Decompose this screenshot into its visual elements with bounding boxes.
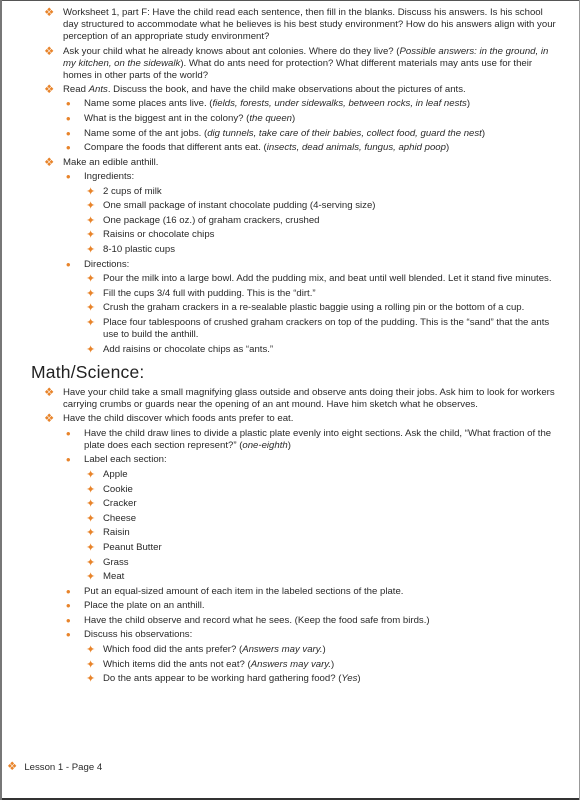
list-item-answer: fields, forests, under sidewalks, between rocks, in leaf nests [212, 98, 467, 110]
round-bullet-icon: • [66, 169, 71, 184]
four-point-star-bullet-icon: ✦ [86, 571, 96, 584]
list-item [0, 142, 580, 154]
list-item-text: Apple [103, 468, 128, 480]
four-point-star-bullet-icon: ✦ [86, 527, 96, 540]
list-item [0, 84, 580, 96]
list-item-text: Raisins or chocolate chips [103, 229, 215, 241]
round-bullet-icon: • [66, 627, 71, 643]
list-item-text: Meat [103, 571, 125, 583]
list-item [0, 527, 580, 539]
language-arts-activities [0, 7, 580, 356]
list-item-text: One package (16 oz.) of graham crackers, crushed [103, 214, 320, 226]
list-item-text: ) [292, 113, 296, 125]
list-item [0, 113, 580, 125]
four-point-star-bullet-icon: ✦ [86, 556, 96, 569]
four-point-star-bullet-icon: ✦ [86, 673, 96, 686]
list-item [0, 644, 580, 656]
list-item-answer: one-eighth [242, 439, 288, 451]
round-bullet-icon: • [66, 111, 71, 127]
list-item-text: ) [466, 98, 471, 110]
list-item [0, 288, 580, 300]
list-item-text: Put an equal-sized amount of each item in the labeled sections of the plate. [84, 585, 404, 597]
list-item-text: ). What do ants need for protection? What different materials may ants use for their homes in other parts of the world? [63, 57, 533, 82]
four-diamond-bullet-icon: ❖ [44, 156, 55, 169]
list-item-text: ) [322, 644, 326, 656]
list-item-text: Read [63, 84, 89, 96]
four-point-star-bullet-icon: ✦ [86, 541, 96, 554]
list-item-text: Have your child take a small magnifying glass outside and observe ants doing their jobs. Ask him to look for workers carrying crumbs or guards near the opening of an ant mound. Have him sketch what he observes. [63, 386, 555, 411]
four-point-star-bullet-icon: ✦ [86, 273, 96, 286]
list-item-text: Make an edible anthill. [63, 156, 159, 168]
list-item [0, 387, 580, 411]
list-item [0, 157, 580, 169]
list-item [0, 256, 580, 272]
round-bullet-icon: • [66, 256, 71, 272]
list-item [0, 98, 580, 110]
round-bullet-icon: • [66, 140, 71, 156]
round-bullet-icon: • [66, 125, 71, 141]
list-item [0, 673, 580, 685]
section-heading-math-science: Math/Science: [31, 361, 145, 382]
list-item-text: Have the child observe and record what he sees. (Keep the food safe from birds.) [84, 614, 430, 626]
list-item-text: Cookie [103, 483, 133, 495]
list-item [0, 542, 580, 554]
list-item [0, 171, 580, 183]
list-item [0, 413, 580, 425]
list-item-answer: Yes [341, 673, 358, 685]
four-point-star-bullet-icon: ✦ [86, 658, 96, 671]
four-diamond-bullet-icon: ❖ [44, 84, 55, 97]
four-point-star-bullet-icon: ✦ [86, 287, 96, 300]
list-item-text: Cheese [103, 512, 137, 524]
list-item-text: ) [357, 673, 361, 685]
list-item-text: Cracker [103, 498, 137, 510]
four-point-star-bullet-icon: ✦ [86, 316, 96, 329]
round-bullet-icon: • [66, 425, 71, 441]
list-item [0, 215, 580, 227]
list-item-text: Ask your child what he already knows about ant colonies. Where do they live? ( [63, 45, 400, 57]
list-item-text: Add raisins or chocolate chips as “ants.” [103, 343, 274, 355]
list-item-text: Fill the cups 3/4 full with pudding. This is the “dirt.” [103, 287, 316, 299]
list-item [0, 7, 580, 44]
list-item-text: ) [481, 127, 486, 139]
list-item-text: ) [445, 142, 450, 154]
list-item [0, 454, 580, 466]
list-item-text: Name some places ants live. ( [84, 98, 213, 110]
list-item-text: Have the child draw lines to divide a plastic plate evenly into eight sections. Ask the child, “What fraction of the plate does each section represent?” ( [84, 427, 552, 451]
round-bullet-icon: • [66, 612, 71, 628]
four-point-star-bullet-icon: ✦ [86, 498, 96, 511]
math-science-activities [0, 387, 580, 686]
four-point-star-bullet-icon: ✦ [86, 243, 96, 256]
list-item-text: Which food did the ants prefer? ( [103, 644, 243, 656]
four-diamond-bullet-icon: ❖ [44, 413, 55, 426]
list-item [0, 273, 580, 285]
list-item-text: Directions: [84, 258, 130, 270]
list-item-text: Ingredients: [84, 171, 135, 182]
list-item [0, 200, 580, 212]
list-item [0, 600, 580, 612]
list-item-text: What is the biggest ant in the colony? ( [84, 113, 250, 125]
list-item [0, 244, 580, 256]
four-point-star-bullet-icon: ✦ [86, 200, 96, 213]
list-item-answer: dig tunnels, take care of their babies, collect food, guard the nest [207, 127, 482, 139]
list-item-text: ) [331, 658, 335, 670]
round-bullet-icon: • [66, 583, 71, 599]
list-item [0, 125, 580, 141]
list-item-text: . Discuss the book, and have the child make observations about the pictures of ants. [107, 84, 466, 96]
list-item-answer: Possible answers: in the ground, in my kitchen, on the sidewalk [63, 45, 549, 69]
lesson-content [0, 7, 580, 688]
list-item-text: ) [287, 439, 291, 451]
list-item [0, 513, 580, 525]
four-diamond-bullet-icon: ❖ [44, 7, 55, 19]
list-item-text: Peanut Butter [103, 541, 162, 553]
list-item-text: Raisin [103, 527, 130, 539]
round-bullet-icon: • [66, 598, 71, 614]
list-item [0, 344, 580, 356]
list-item [0, 425, 580, 452]
list-item [0, 557, 580, 569]
list-item-text: Place the plate on an anthill. [84, 600, 205, 612]
list-item-text: Have the child discover which foods ants prefer to eat. [63, 413, 294, 425]
list-item-text: Place four tablespoons of crushed graham crackers on top of the pudding. This is the “sand” that the ants use to build the anthill. [103, 316, 550, 341]
page-footer [7, 761, 102, 774]
list-item-answer: the queen [249, 113, 293, 125]
list-item [0, 629, 580, 641]
list-item-text: One small package of instant chocolate pudding (4-serving size) [103, 200, 376, 212]
list-item-text: 2 cups of milk [103, 185, 162, 197]
round-bullet-icon: • [66, 96, 71, 112]
list-item [0, 469, 580, 481]
list-item [0, 498, 580, 510]
list-item-text: Grass [103, 556, 129, 568]
four-point-star-bullet-icon: ✦ [86, 229, 96, 242]
four-point-star-bullet-icon: ✦ [86, 343, 96, 356]
list-item [0, 612, 580, 628]
list-item-text: Name some of the ant jobs. ( [84, 127, 208, 139]
list-item-text: Discuss his observations: [84, 629, 193, 641]
list-item-answer: insects, dead animals, fungus, aphid poop [266, 142, 446, 154]
list-item-answer: Answers may vary. [250, 658, 332, 670]
list-item [0, 583, 580, 599]
page-border-top [0, 0, 580, 1]
list-item-text: Compare the foods that different ants eat. ( [84, 142, 267, 154]
list-item-text: Do the ants appear to be working hard gathering food? ( [103, 673, 342, 685]
list-item [0, 571, 580, 583]
list-item-text: 8-10 plastic cups [103, 243, 175, 255]
round-bullet-icon: • [66, 452, 71, 468]
list-item [0, 317, 580, 341]
four-diamond-bullet-icon: ❖ [44, 386, 55, 399]
list-item [0, 302, 580, 314]
four-diamond-bullet-icon: ❖ [44, 45, 55, 58]
list-item [0, 46, 580, 83]
four-diamond-bullet-icon: ❖ [7, 761, 18, 773]
four-point-star-bullet-icon: ✦ [86, 644, 96, 657]
list-item [0, 229, 580, 241]
four-point-star-bullet-icon: ✦ [86, 214, 96, 227]
list-item [0, 186, 580, 198]
list-item-text: Pour the milk into a large bowl. Add the pudding mix, and beat until well blended. Let it stand five minutes. [103, 273, 552, 285]
four-point-star-bullet-icon: ✦ [86, 185, 96, 198]
list-item [0, 659, 580, 671]
list-item-answer: Ants [88, 84, 108, 96]
footer-page-label: Lesson 1 - Page 4 [24, 762, 103, 773]
list-item-text: Label each section: [84, 454, 167, 466]
four-point-star-bullet-icon: ✦ [86, 483, 96, 496]
list-item-text: Which items did the ants not eat? ( [103, 658, 251, 670]
four-point-star-bullet-icon: ✦ [86, 512, 96, 525]
list-item-text: Crush the graham crackers in a re-sealable plastic baggie using a rolling pin or the bottom of a cup. [103, 302, 525, 314]
list-item [0, 484, 580, 496]
list-item-text: Worksheet 1, part F: Have the child read each sentence, then fill in the blanks. Discuss his answers. Is his school day structured to accommodate what he believes is his best study environment? How do his answers align with your perception of an appropriate study environment? [63, 7, 556, 43]
list-item-answer: Answers may vary. [242, 644, 323, 656]
four-point-star-bullet-icon: ✦ [86, 302, 96, 315]
four-point-star-bullet-icon: ✦ [86, 468, 96, 481]
